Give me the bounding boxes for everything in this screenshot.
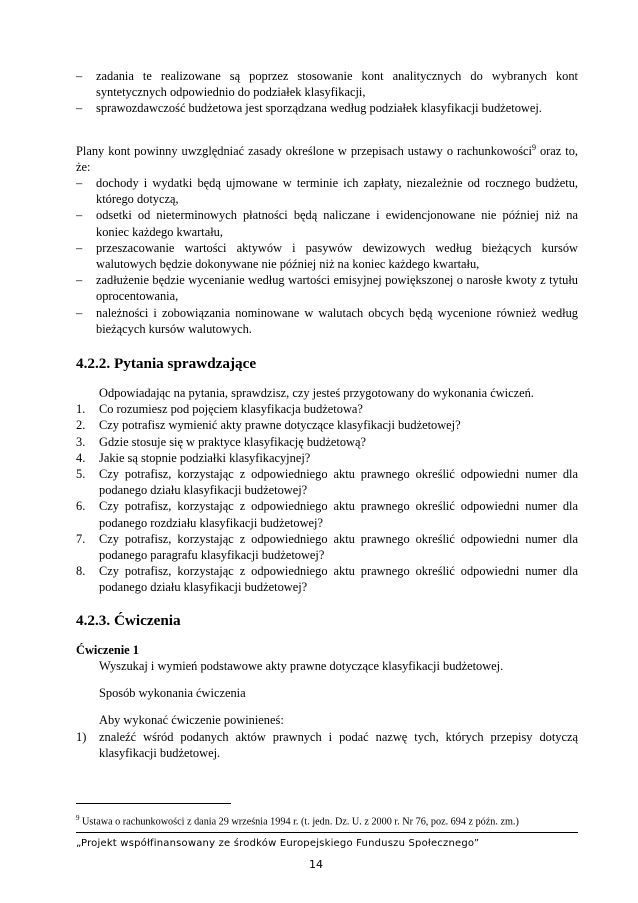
plans-text-after: oraz to, że: <box>76 143 578 174</box>
should-label: Aby wykonać ćwiczenie powinieneś: <box>99 713 284 728</box>
list-item: – zadania te realizowane są poprzez stosowanie kont analitycznych do wybranych kont syntetycznych odpowiednio do podziałek klasyfikacji, <box>76 68 578 100</box>
question-item: 4. Jakie są stopnie podziałki klasyfikacyjnej? <box>76 450 311 465</box>
plans-paragraph <box>76 143 578 175</box>
footnote <box>76 812 596 828</box>
exercise-steps <box>76 729 578 761</box>
list-item: – dochody i wydatki będą ujmowane w terminie ich zapłaty, niezależnie od rocznego budżetu, którego dotyczą, <box>76 175 578 207</box>
footnote-number: 9 <box>76 814 80 822</box>
plans-text-before: Plany kont powinny uwzględniać zasady określone w przepisach ustawy o rachunkowości <box>76 143 532 158</box>
footnote-text: Ustawa o rachunkowości z dania 29 września 1994 r. (t. jedn. Dz. U. z 2000 r. Nr 76, poz. 694 z późn. zm.) <box>79 816 519 828</box>
list-item: – należności i zobowiązania nominowane w walutach obcych będą wycenione również według bieżących kursów walutowych. <box>76 305 578 337</box>
question-item: 5. Czy potrafisz, korzystając z odpowiedniego aktu prawnego określić odpowiedni numer dla podanego działu klasyfikacji budżetowej? <box>76 467 578 498</box>
step-item: 1) znaleźć wśród podanych aktów prawnych i podać nazwę tych, których przepisy dotyczą klasyfikacji budżetowej. <box>76 729 578 760</box>
questions-list <box>76 401 578 595</box>
top-bullet-list <box>76 68 578 117</box>
list-item: – sprawozdawczość budżetowa jest sporządzana według podziałek klasyfikacji budżetowej. <box>76 100 578 116</box>
footer-project-text: „Projekt współfinansowany ze środków Europejskiego Funduszu Społecznego” <box>76 838 480 849</box>
section-heading-questions: 4.2.2. Pytania sprawdzające <box>76 355 257 373</box>
question-item: 1. Co rozumiesz pod pojęciem klasyfikacja budżetowa? <box>76 402 363 417</box>
list-item: – zadłużenie będzie wycenianie według wartości emisyjnej powiększonej o narosłe kwoty z tytułu oprocentowania, <box>76 272 578 304</box>
footnote-divider <box>76 803 231 804</box>
section-heading-exercises: 4.2.3. Ćwiczenia <box>76 611 181 629</box>
question-item: 7. Czy potrafisz, korzystając z odpowiedniego aktu prawnego określić odpowiedni numer dla podanego paragrafu klasyfikacji budżetowej? <box>76 531 578 563</box>
question-item: 2. Czy potrafisz wymienić akty prawne dotyczące klasyfikacji budżetowej? <box>76 418 461 433</box>
method-label: Sposób wykonania ćwiczenia <box>99 686 246 701</box>
list-item: – przeszacowanie wartości aktywów i pasywów dewizowych według bieżących kursów walutowych będzie dokonywane nie później niż na koniec każdego kwartału, <box>76 240 578 272</box>
question-item: 3. Gdzie stosuje się w praktyce klasyfikację budżetową? <box>76 434 366 449</box>
plans-bullet-list <box>76 175 578 337</box>
question-item: 8. Czy potrafisz, korzystając z odpowiedniego aktu prawnego określić odpowiedni numer dla podanego działu klasyfikacji budżetowej? <box>76 564 578 595</box>
exercise-task: Wyszukaj i wymień podstawowe akty prawne dotyczące klasyfikacji budżetowej. <box>99 658 504 673</box>
questions-intro: Odpowiadając na pytania, sprawdzisz, czy jesteś przygotowany do wykonania ćwiczeń. <box>99 386 534 401</box>
document-page <box>76 68 578 761</box>
footnote-ref[interactable]: 9 <box>532 142 536 152</box>
page-number: 14 <box>309 858 323 871</box>
footer-divider <box>76 832 578 833</box>
question-item: 6. Czy potrafisz, korzystając z odpowiedniego aktu prawnego określić odpowiedni numer dla podanego rozdziału klasyfikacji budżetowej? <box>76 499 578 530</box>
exercise-title: Ćwiczenie 1 <box>76 642 139 657</box>
list-item: – odsetki od nieterminowych płatności będą naliczane i ewidencjonowane nie później niż na koniec każdego kwartału, <box>76 207 578 239</box>
